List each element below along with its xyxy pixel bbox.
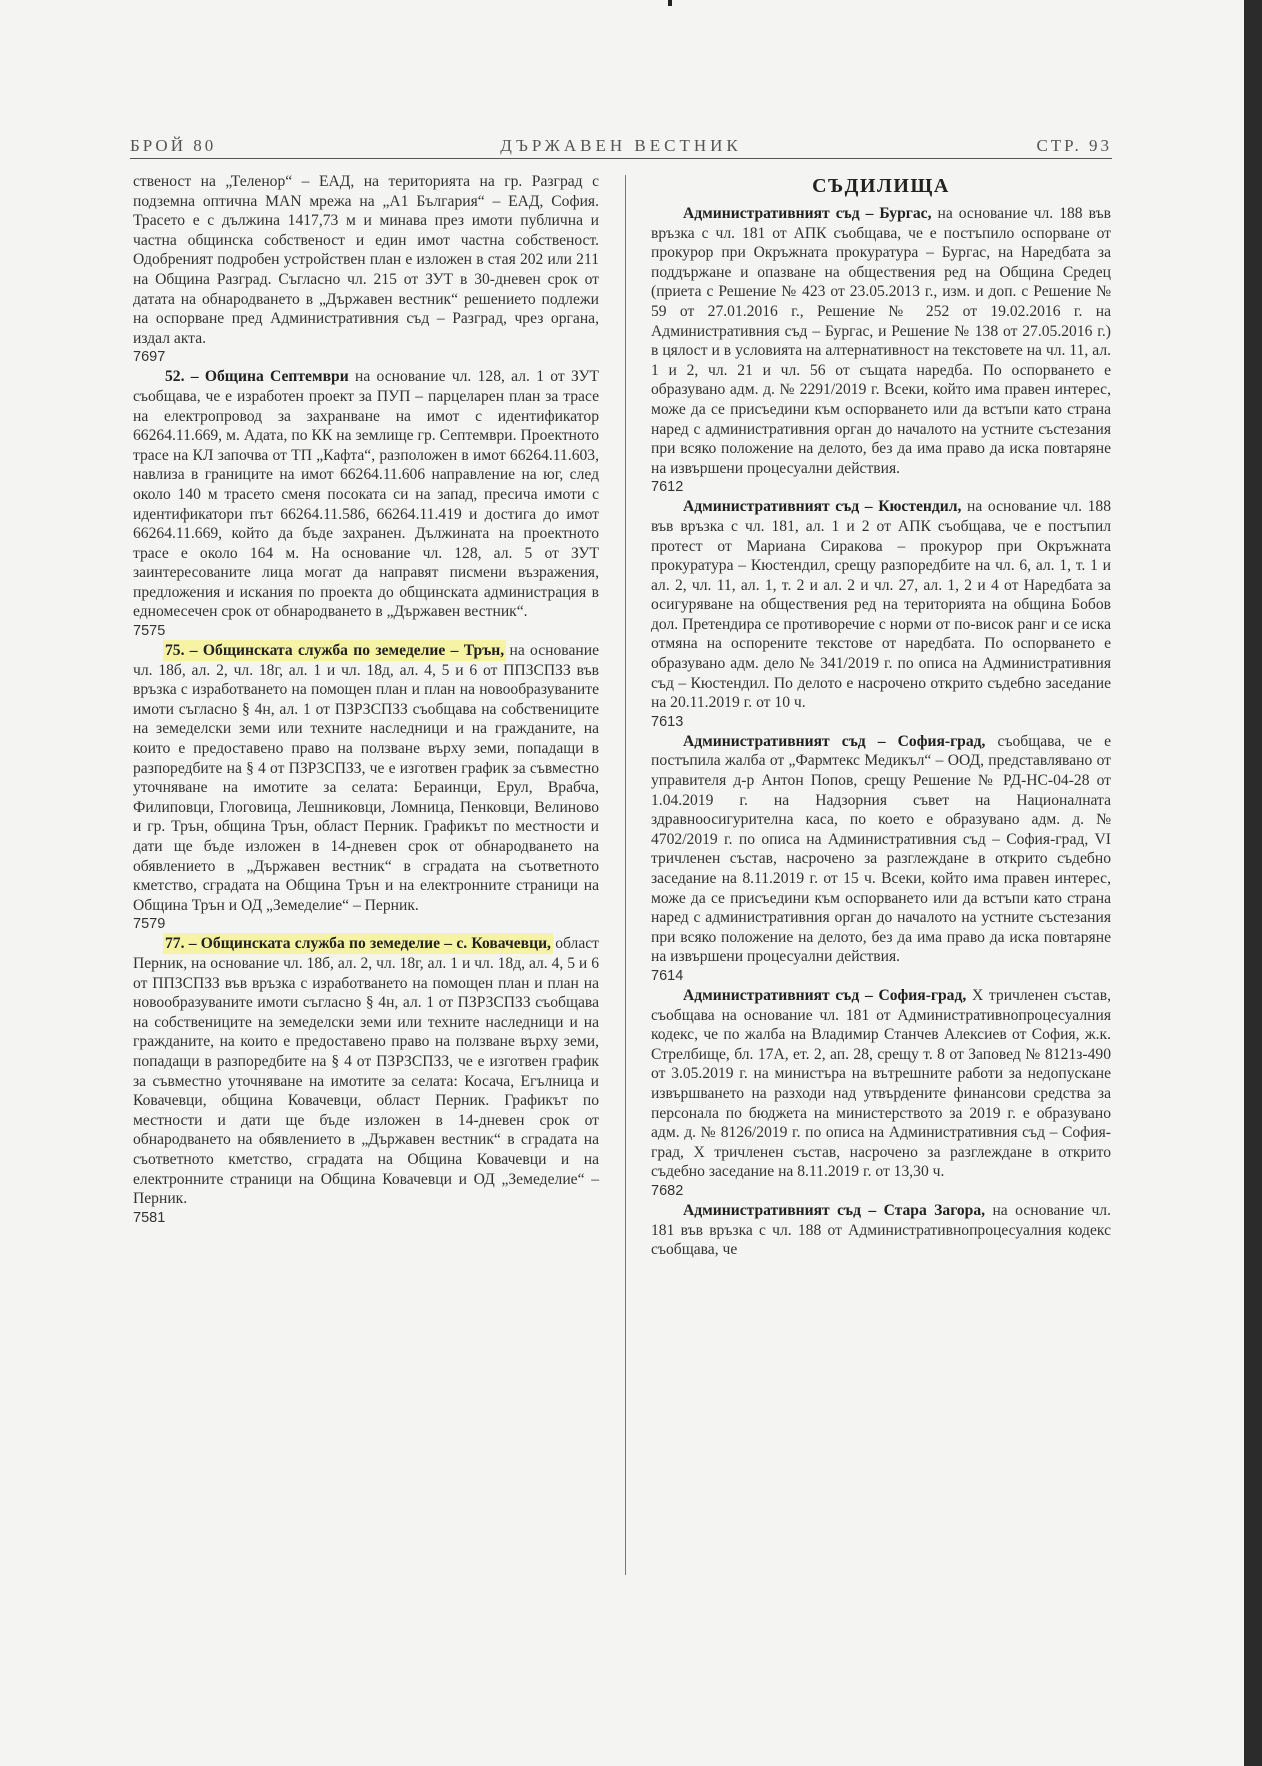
notice-heading-highlighted: 77. – Общинската служба по земеделие – с. Ковачевци, [165,935,551,953]
notice-burgas [651,204,1111,478]
notice-septemvri [133,367,599,622]
notice-heading: Административният съд – Кюстендил, [683,498,962,516]
section-title: СЪДИЛИЩА [812,175,950,197]
issue-number: БРОЙ 80 [130,136,217,155]
notice-heading: Административният съд – София-град, [683,732,986,750]
notice-kyustendil [651,497,1111,713]
notice-id: 7575 [133,623,166,640]
notice-body: на основание чл. 18б, ал. 2, чл. 18г, ал. 1 и чл. 18д, ал. 4, 5 и 6 от ППЗСПЗЗ във връзка с изработването на помощен план и план на новообразуваните имоти съгласно § 4н, ал. 1 от ПЗРЗСПЗЗ съобщава на собствениците на земеделски земи или техните наследници и на гражданите, на които е предоставено право на ползване върху земи, попадащи в разпоредбите на § 4 от ПЗРЗСПЗЗ, че е изготвен график за съвместно уточняване на имотите за селата: Бераинци, Ерул, Врабча, Филиповци, Глоговица, Лешниковци, Ломница, Пенковци, Велиново и гр. Трън, община Трън, област Перник. Графикът по местности и дати ще бъде изложен в 14-дневен срок от обнародването на обявлението в „Държавен вестник“ в сградата на съответното кметство, сградата на Община Трън и на електронните страници на Община Трън и ОД „Земеделие“ – Перник. [133,642,599,914]
notice-id: 7612 [651,479,684,496]
notice-body: на основание чл. 181 във връзка с чл. 188 от Административнопроцесуалния кодекс съобщава, че [651,1201,1111,1259]
notice-id: 7581 [133,1209,166,1226]
notice-heading: 52. – Община Септември [165,368,349,386]
notice-stara-zagora [651,1201,1111,1260]
left-column [133,172,599,1228]
page-number: СТР. 93 [1036,136,1112,155]
right-column [651,172,1111,1260]
notice-sofia-2 [651,986,1111,1182]
notice-body: съобщава, че е постъпила жалба от „Фармтекс Медикъл“ – ООД, представлявано от управителя д-р Антон Попов, срещу Решение № РД-НС-04-28 от 1.04.2019 г. на Надзорния съвет на Националната здравноосигурителна каса, по което е образувано адм. д. № 4702/2019 г. по описа на Административния съд – София-град, VI тричленен състав, насрочено за разглеждане в открито съдебно заседание на 8.11.2019 г. от 15 ч. Всеки, който има правен интерес, може да се присъедини към оспорването или да встъпи като страна наред с административния орган до началото на устните състезания при всяко положение на делото, без да има право да иска повтаряне на извършени процесуални действия. [651,732,1111,966]
notice-id: 7613 [651,713,684,730]
notice-tran [133,641,599,915]
notice-body: на основание чл. 128, ал. 1 от ЗУТ съобщава, че е изработен проект за ПУП – парцеларен план за трасе на електропровод за захранване на имот с идентификатор 66264.11.669, м. Адата, по КК на землище гр. Септември. Проектното трасе на КЛ започва от ТП „Кафта“, разположен в имот 66264.11.603, навлиза в границите на имот 66264.11.606 направление на юг, след около 140 м трасето сменя посоката си на запад, пресича имоти с идентификатори път 66264.11.586, 66264.11.419 и достига до имот 66264.11.669, който да бъде захранен. Дължината на проектното трасе е около 164 м. На основание чл. 128, ал. 5 от ЗУТ заинтересованите лица могат да направят писмени възражения, предложения и искания по проекта до общинската администрация в едномесечен срок от обнародването в „Държавен вестник“. [133,368,600,621]
notice-id: 7614 [651,967,684,984]
notice-id: 7682 [651,1182,684,1199]
notice-body: X тричленен състав, съобщава на основание чл. 181 от Административнопроцесуалния кодекс, че по жалба на Владимир Станчев Алексиев от София, ж.к. Стрелбище, бл. 17А, ет. 2, ап. 28, срещу т. 8 от Заповед № 8121з-490 от 3.05.2019 г. на министъра на вътрешните работи за недопускане извършването на разходи над утвърдените финансови средства за персонала по бюджета на министерството за 2019 г. е образувано адм. д. № 8126/2019 г. по описа на Административния съд – София-град, X тричленен състав, насрочено за разглеждане в открито съдебно заседание на 8.11.2019 г. от 13,30 ч. [651,986,1111,1181]
notice-kovachevtsi [133,934,599,1208]
notice-continuation: ственост на „Теленор“ – ЕАД, на територията на гр. Разград с подземна оптична MAN мрежа на „А1 България“ – ЕАД, София. Трасето е с дължина 1417,73 м и минава през имоти публична и частна общинска собственост и един имот частна собственост. Одобреният подробен устройствен план е изложен в стая 202 или 211 на Община Разград. Съгласно чл. 215 от ЗУТ в 30-дневен срок от датата на обнародването в „Държавен вестник“ решението подлежи на оспорване пред Административния съд – Разград, чрез органа, издал акта. [133,173,599,347]
page-header [130,134,1112,159]
notice-body: на основание чл. 188 във връзка с чл. 181 от АПК съобщава, че е постъпило оспорване от прокурор при Окръжната прокуратура – Бургас, на Наредбата за поддържане и опазване на обществения ред на Община Средец (приета с Решение № 423 от 23.05.2013 г., изм. и доп. с Решение № 59 от 27.01.2016 г., Решение № 252 от 19.02.2016 г. на Административния съд – Бургас, и Решение № 138 от 27.05.2016 г.) в цялост и в условията на алтернативност на текстовете на чл. 11, ал. 1 и 2, чл. 21 и чл. 56 от същата наредба. По оспорването е образувано адм. д. № 2291/2019 г. Всеки, който има правен интерес, може да се присъедини към оспорването или да встъпи като страна наред с административния орган до началото на устните състезания при всяко положение на делото, без да има право да иска повтаряне на извършени процесуални действия. [651,205,1111,477]
notice-id: 7697 [133,349,166,366]
notice-sofia-1 [651,732,1111,967]
scan-mark [668,0,672,6]
notice-heading: Административният съд – Бургас, [683,205,932,222]
notice-heading: Административният съд – София-град, [683,986,967,1004]
notice-heading: Административният съд – Стара Загора, [683,1201,986,1219]
publication-title: ДЪРЖАВЕН ВЕСТНИК [500,136,742,155]
notice-heading-highlighted: 75. – Общинската служба по земеделие – Трън, [165,642,505,660]
notice-body: област Перник, на основание чл. 18б, ал. 2, чл. 18г, ал. 1 и чл. 18д, ал. 4, 5 и 6 от ППЗСПЗЗ във връзка с изработването на помощен план и план на новообразуваните имоти съгласно § 4н, ал. 1 от ПЗРЗСПЗЗ съобщава на собствениците на земеделски земи или техните наследници и на гражданите, на които е предоставено право на ползване върху земи, попадащи в разпоредбите на § 4 от ПЗРЗСПЗЗ, че е изготвен график за съвместно уточняване на имотите за селата: Косача, Егълница и Ковачевци, община Ковачевци, област Перник. Графикът по местности и дати ще бъде изложен в 14-дневен срок от обнародването на обявлението в „Държавен вестник“ в сградата на съответното кметство, сградата на Община Ковачевци и на електронните страници на Община Ковачевци и ОД „Земеделие“ – Перник. [133,935,599,1208]
notice-id: 7579 [133,916,166,933]
notice-body: на основание чл. 188 във връзка с чл. 181, ал. 1 и 2 от АПК съобщава, че е постъпил протест от Мариана Сиракова – прокурор при Окръжната прокуратура – Кюстендил, срещу разпоредбите на чл. 6, ал. 1, т. 1 и ал. 2, чл. 11, ал. 1, т. 2 и ал. 2 и чл. 27, ал. 1, 2 и 4 от Наредбата за осигуряване на обществения ред на територията на община Бобов дол. Претендира се противоречие с норми от по-висок ранг и се иска отмяна на оспорените текстове от наредбата. По оспорването е образувано адм. дело № 341/2019 г. по описа на Административния съд – Кюстендил. По делото е насрочено открито съдебно заседание на 20.11.2019 г. от 10 ч. [651,498,1111,712]
column-divider [625,175,626,1575]
